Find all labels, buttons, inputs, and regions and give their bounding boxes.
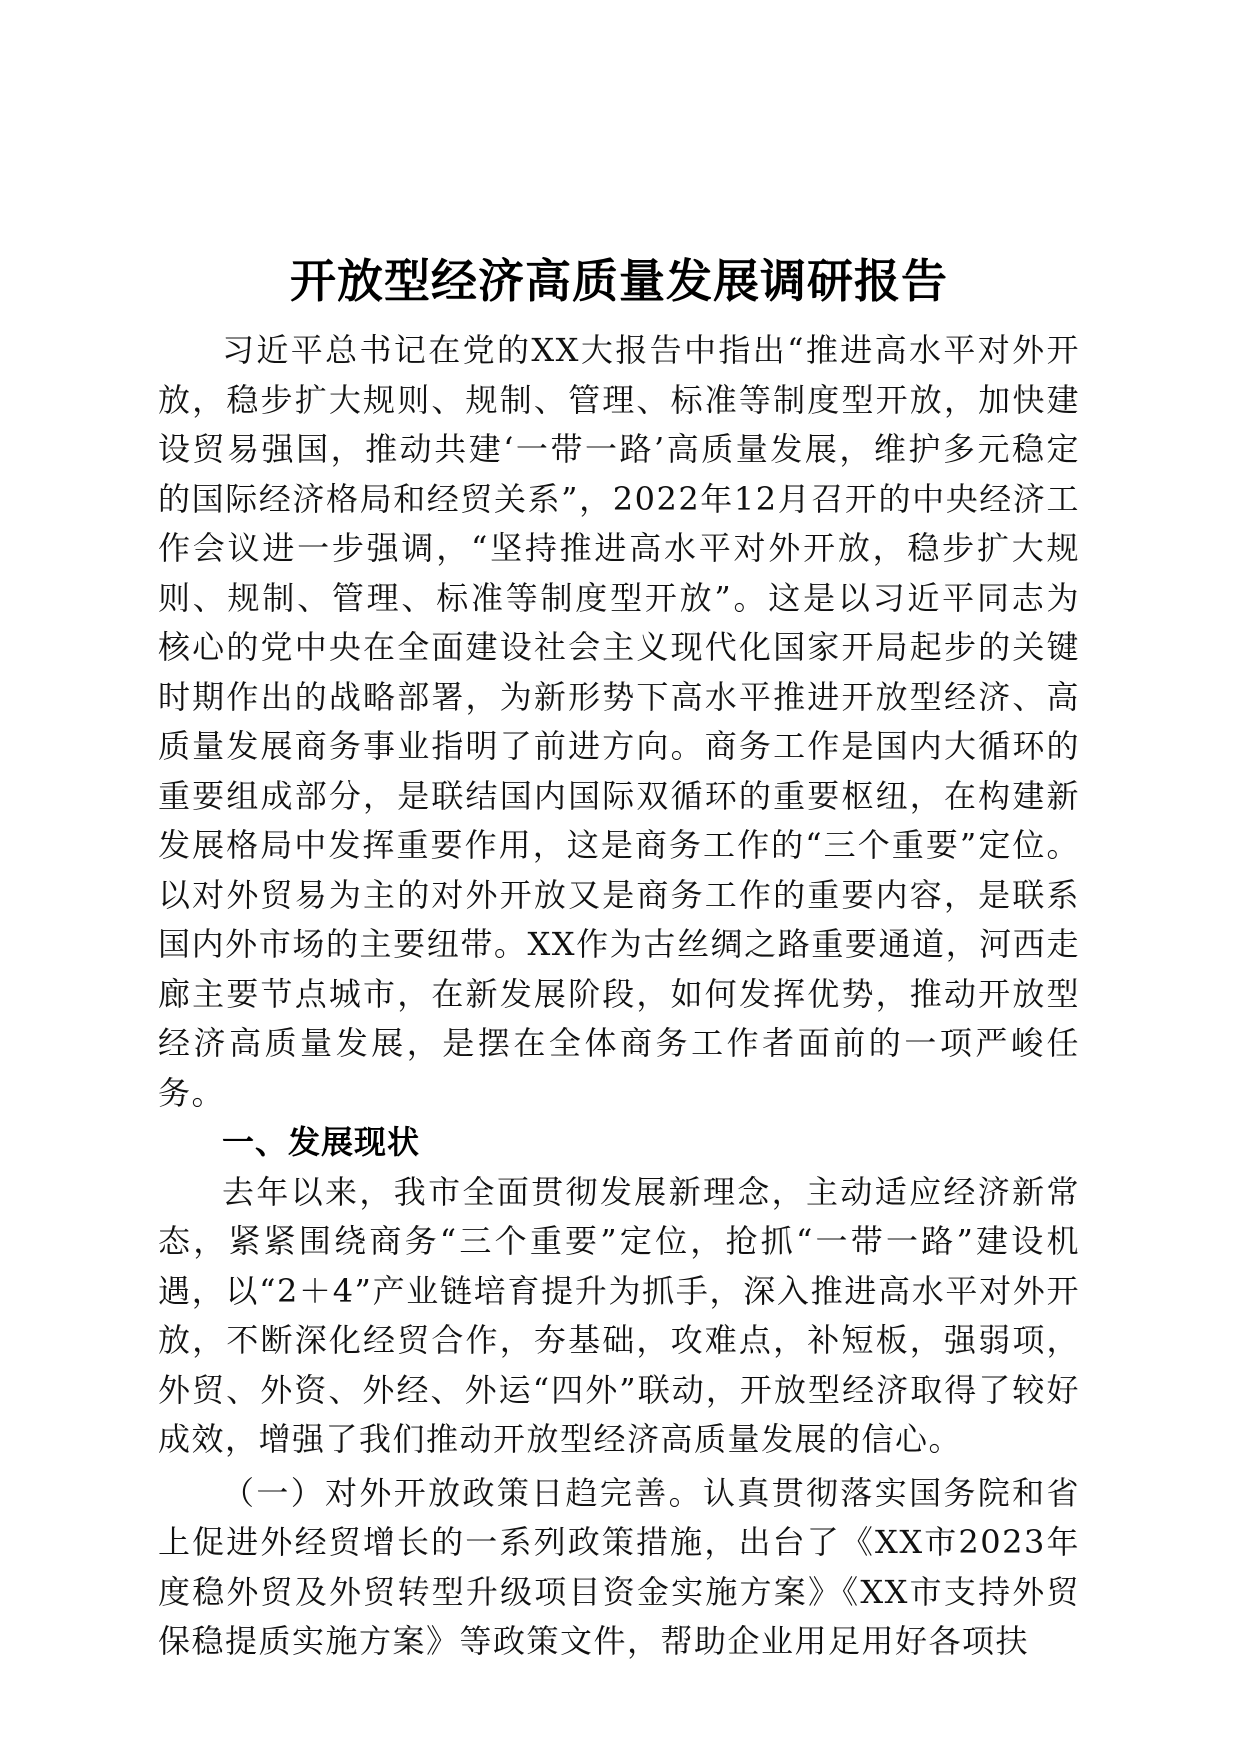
document-title: 开放型经济高质量发展调研报告 bbox=[290, 254, 948, 308]
intro-paragraph: 习近平总书记在党的XX大报告中指出“推进高水平对外开放，稳步扩大规则、规制、管理、标准等制度型开放，加快建设贸易强国，推动共建‘一带一路’高质量发展，维护多元稳定的国际经济格局和经贸关系”，2022年12月召开的中央经济工作会议进一步强调，“坚持推进高水平对外开放，稳步扩大规则、规制、管理、标准等制度型开放”。这是以习近平同志为核心的党中央在全面建设社会主义现代化国家开局起步的关键时期作出的战略部署，为新形势下高水平推进开放型经济、高质量发展商务事业指明了前进方向。商务工作是国内大循环的重要组成部分，是联结国内国际双循环的重要枢纽，在构建新发展格局中发挥重要作用，这是商务工作的“三个重要”定位。以对外贸易为主的对外开放又是商务工作的重要内容，是联系国内外市场的主要纽带。XX作为古丝绸之路重要通道，河西走廊主要节点城市，在新发展阶段，如何发挥优势，推动开放型经济高质量发展，是摆在全体商务工作者面前的一项严峻任务。 bbox=[158, 331, 1080, 1112]
subsection-1-paragraph: （一）对外开放政策日趋完善。认真贯彻落实国务院和省上促进外经贸增长的一系列政策措施，出台了《XX市2023年度稳外贸及外贸转型升级项目资金实施方案》《XX市支持外贸保稳提质实施方案》等政策文件，帮助企业用足用好各项扶 bbox=[158, 1473, 1080, 1660]
section-1-paragraph: 去年以来，我市全面贯彻发展新理念，主动适应经济新常态，紧紧围绕商务“三个重要”定位，抢抓“一带一路”建设机遇，以“2＋4”产业链培育提升为抓手，深入推进高水平对外开放，不断深化经贸合作，夯基础，攻难点，补短板，强弱项，外贸、外资、外经、外运“四外”联动，开放型经济取得了较好成效，增强了我们推动开放型经济高质量发展的信心。 bbox=[158, 1172, 1080, 1458]
document-body bbox=[158, 248, 1080, 1667]
section-heading-development-status: 一、发展现状 bbox=[222, 1123, 421, 1161]
